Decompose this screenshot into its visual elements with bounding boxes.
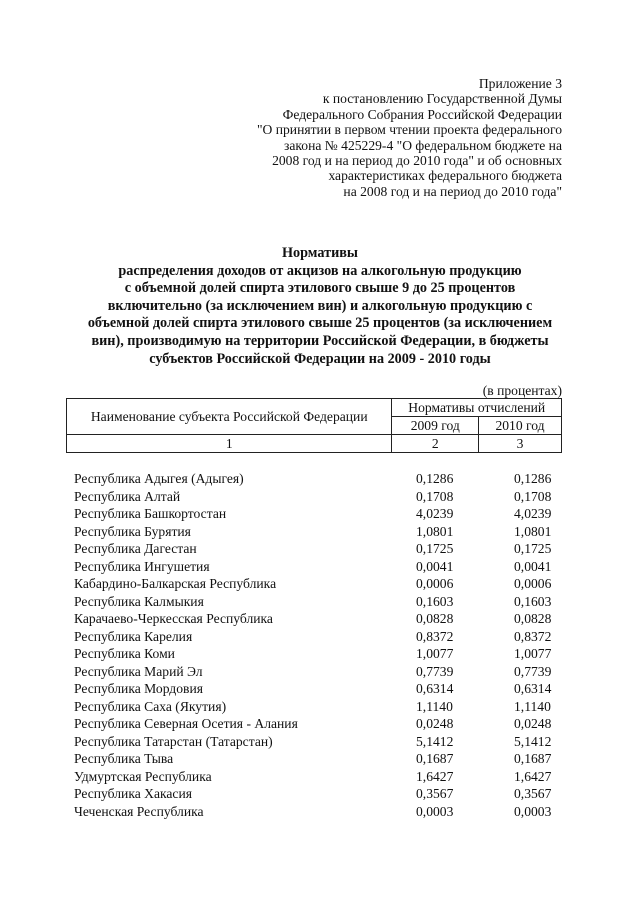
subject-name: Республика Хакасия xyxy=(74,786,192,801)
table-row xyxy=(74,505,574,523)
appendix-line: Приложение 3 xyxy=(478,76,562,91)
subject-name: Республика Адыгея (Адыгея) xyxy=(74,471,244,486)
subject-name: Республика Карелия xyxy=(74,628,193,644)
subject-name: Карачаево-Черкесская Республика xyxy=(74,611,273,626)
value-2009: 0,3567 xyxy=(416,786,454,801)
table-row xyxy=(74,540,574,558)
value-2009: 0,1708 xyxy=(416,488,454,504)
subject-name: Республика Калмыкия xyxy=(74,593,204,609)
title-line: Нормативы xyxy=(282,245,358,261)
subject-name: Республика Бурятия xyxy=(74,523,191,539)
title-line: объемной долей спирта этилового свыше 25 процентов (за исключением xyxy=(87,315,553,332)
appendix-line: 2008 год и на период до 2010 года" и об основных xyxy=(272,153,562,169)
table-row xyxy=(74,575,574,593)
title-line: включительно (за исключением вин) и алкогольную продукцию с xyxy=(107,297,533,314)
value-2010: 0,6314 xyxy=(514,681,552,696)
value-2010: 0,0041 xyxy=(514,558,552,574)
value-2009: 0,1286 xyxy=(416,471,454,486)
value-2009: 0,0003 xyxy=(416,803,454,819)
subject-name: Республика Коми xyxy=(74,646,175,661)
header-col-number-2: 2 xyxy=(392,435,479,453)
subject-name: Республика Ингушетия xyxy=(74,558,210,574)
table-row xyxy=(74,663,574,681)
subject-name: Удмуртская Республика xyxy=(74,768,212,784)
title-line: распределения доходов от акцизов на алкогольную продукцию xyxy=(118,262,522,279)
subject-name: Республика Марий Эл xyxy=(74,663,203,679)
appendix-line: Федерального Собрания Российской Федерации xyxy=(282,106,562,122)
value-2010: 0,1708 xyxy=(514,488,552,504)
appendix-line: к постановлению Государственной Думы xyxy=(322,91,562,107)
value-2009: 0,1725 xyxy=(416,541,454,556)
subject-name: Республика Северная Осетия - Алания xyxy=(74,716,298,731)
subject-name: Республика Дагестан xyxy=(74,541,197,556)
table-header xyxy=(66,398,562,453)
table-row xyxy=(74,715,574,733)
header-name-column: Наименование субъекта Российской Федерации xyxy=(67,399,392,435)
table-row xyxy=(74,803,574,821)
value-2010: 4,0239 xyxy=(514,506,552,521)
table-row xyxy=(74,610,574,628)
subject-name: Республика Тыва xyxy=(74,751,174,766)
table-row xyxy=(74,593,574,611)
table-row xyxy=(74,628,574,646)
header-year-2010: 2010 год xyxy=(479,417,562,435)
subject-name: Кабардино-Балкарская Республика xyxy=(74,576,277,591)
value-2009: 4,0239 xyxy=(416,506,454,521)
value-2010: 0,7739 xyxy=(514,663,552,679)
header-group-column: Нормативы отчислений xyxy=(392,399,562,417)
appendix-line: на 2008 год и на период до 2010 года" xyxy=(343,183,562,199)
table-row xyxy=(74,488,574,506)
subject-name: Республика Татарстан (Татарстан) xyxy=(74,733,273,749)
appendix-line: характеристиках федерального бюджета xyxy=(328,168,562,184)
value-2009: 0,6314 xyxy=(416,681,454,696)
value-2009: 0,1687 xyxy=(416,751,454,766)
table-row xyxy=(74,768,574,786)
table-row xyxy=(74,558,574,576)
units-note: (в процентах) xyxy=(482,383,562,398)
table-row xyxy=(74,680,574,698)
subject-name: Республика Саха (Якутия) xyxy=(74,698,227,714)
value-2010: 0,1286 xyxy=(514,471,552,486)
value-2009: 0,0006 xyxy=(416,576,454,591)
value-2009: 0,0248 xyxy=(416,716,454,731)
appendix-line: закона № 425229-4 "О федеральном бюджете на xyxy=(283,137,562,153)
value-2010: 0,1687 xyxy=(514,751,552,766)
subject-name: Республика Мордовия xyxy=(74,681,203,696)
title-line: субъектов Российской Федерации на 2009 - 2010 годы xyxy=(149,350,491,367)
header-col-number-3: 3 xyxy=(479,435,562,453)
document-title xyxy=(60,245,580,368)
header-year-2009: 2009 год xyxy=(392,417,479,435)
subject-name: Республика Башкортостан xyxy=(74,506,227,521)
appendix-line: "О принятии в первом чтении проекта федерального xyxy=(256,122,562,138)
value-2009: 0,8372 xyxy=(416,628,454,644)
value-2010: 0,0006 xyxy=(514,576,552,591)
subject-name: Чеченская Республика xyxy=(74,803,204,819)
table-body xyxy=(74,470,574,820)
value-2009: 0,0828 xyxy=(416,611,454,626)
value-2010: 0,0003 xyxy=(514,803,552,819)
value-2010: 0,1603 xyxy=(514,593,552,609)
value-2009: 1,0801 xyxy=(416,523,454,539)
appendix-header xyxy=(232,76,562,199)
table-row xyxy=(74,733,574,751)
value-2009: 5,1412 xyxy=(416,733,454,749)
value-2009: 0,7739 xyxy=(416,663,454,679)
value-2010: 0,8372 xyxy=(514,628,552,644)
value-2010: 5,1412 xyxy=(514,733,552,749)
table-row xyxy=(74,785,574,803)
value-2010: 0,0248 xyxy=(514,716,552,731)
table-row xyxy=(74,698,574,716)
table-row xyxy=(74,750,574,768)
value-2009: 0,0041 xyxy=(416,558,454,574)
header-col-number-1: 1 xyxy=(67,435,392,453)
value-2010: 0,0828 xyxy=(514,611,552,626)
subject-name: Республика Алтай xyxy=(74,488,181,504)
table-row xyxy=(74,523,574,541)
value-2010: 0,3567 xyxy=(514,786,552,801)
value-2009: 1,6427 xyxy=(416,768,454,784)
value-2010: 1,0801 xyxy=(514,523,552,539)
value-2009: 0,1603 xyxy=(416,593,454,609)
value-2009: 1,1140 xyxy=(416,698,453,714)
value-2010: 1,0077 xyxy=(514,646,552,661)
value-2010: 1,6427 xyxy=(514,768,552,784)
table-row xyxy=(74,645,574,663)
title-line: с объемной долей спирта этилового свыше 9 до 25 процентов xyxy=(124,280,516,297)
value-2010: 1,1140 xyxy=(514,698,551,714)
title-line: вин), производимую на территории Российской Федерации, в бюджеты xyxy=(91,332,549,349)
value-2010: 0,1725 xyxy=(514,541,552,556)
value-2009: 1,0077 xyxy=(416,646,454,661)
table-row xyxy=(74,470,574,488)
